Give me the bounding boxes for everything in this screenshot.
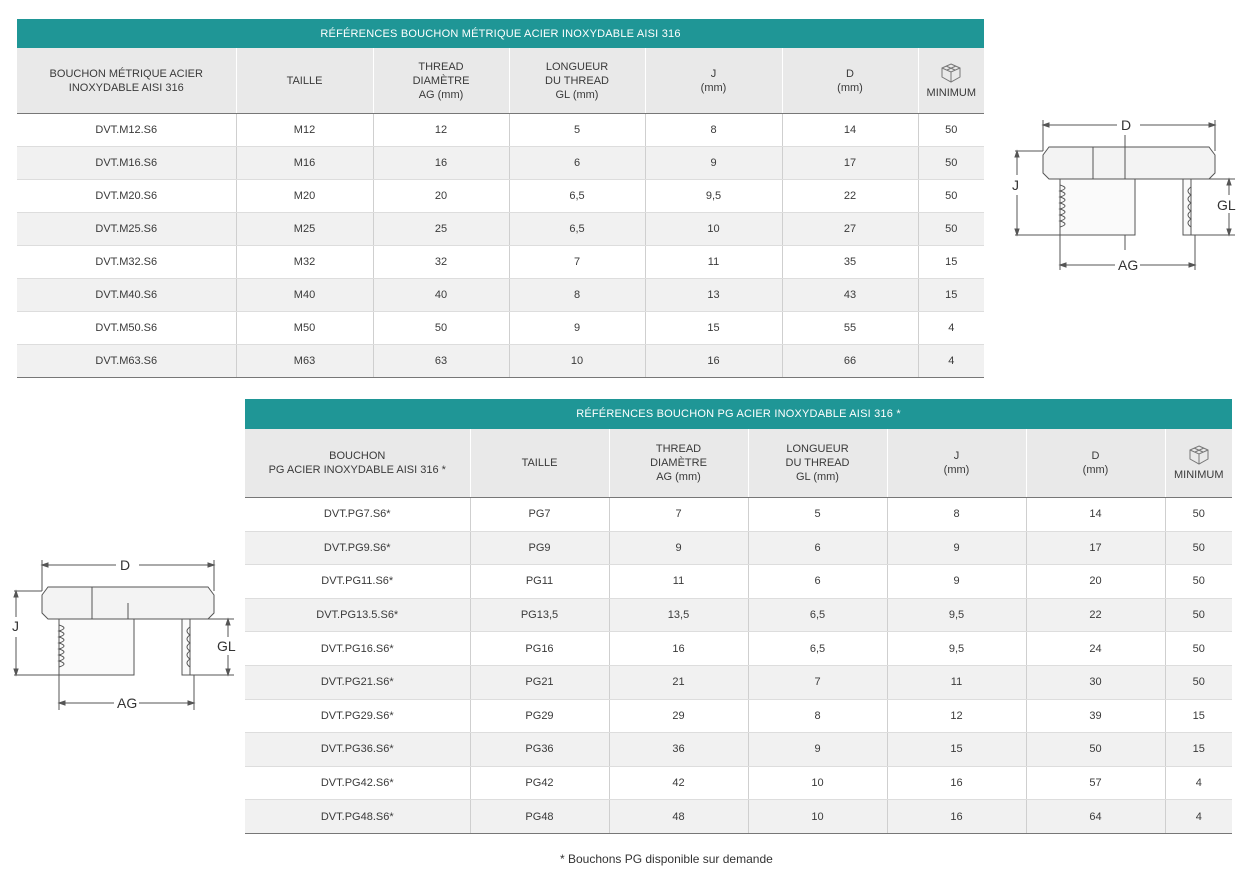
metric-plug-table xyxy=(17,19,984,378)
table-cell: 8 xyxy=(748,699,887,733)
table-cell: DVT.M16.S6 xyxy=(17,147,236,180)
header-thread-diameter: THREAD DIAMÈTRE AG (mm) xyxy=(609,429,748,498)
plug-dimension-diagram xyxy=(1005,115,1240,275)
label-j: J xyxy=(12,618,19,634)
table-cell: 4 xyxy=(1165,800,1232,834)
table-row xyxy=(245,800,1232,834)
table-cell: DVT.M63.S6 xyxy=(17,345,236,378)
table-cell: DVT.PG11.S6* xyxy=(245,565,470,599)
table-cell: 9 xyxy=(509,312,645,345)
table-cell: 29 xyxy=(609,699,748,733)
header-j: J (mm) xyxy=(645,48,782,114)
table-cell: 22 xyxy=(1026,598,1165,632)
table-cell: 9 xyxy=(645,147,782,180)
header-thread-length: LONGUEUR DU THREAD GL (mm) xyxy=(748,429,887,498)
table-cell: 8 xyxy=(509,279,645,312)
table-cell: DVT.PG29.S6* xyxy=(245,699,470,733)
table-cell: 50 xyxy=(1165,531,1232,565)
table-cell: 40 xyxy=(373,279,509,312)
table-header-row xyxy=(245,429,1232,498)
table-cell: 10 xyxy=(748,800,887,834)
table-cell: DVT.M20.S6 xyxy=(17,180,236,213)
table-cell: 6,5 xyxy=(748,598,887,632)
table-cell: 8 xyxy=(645,114,782,147)
table-cell: 10 xyxy=(509,345,645,378)
label-ag: AG xyxy=(117,695,138,711)
table-cell: 7 xyxy=(748,665,887,699)
table-title: RÉFÉRENCES BOUCHON MÉTRIQUE ACIER INOXYDABLE AISI 316 xyxy=(17,19,984,48)
table-cell: M20 xyxy=(236,180,373,213)
table-cell: 16 xyxy=(887,800,1026,834)
table-cell: DVT.PG16.S6* xyxy=(245,632,470,666)
table-cell: 55 xyxy=(782,312,918,345)
label-gl: GL xyxy=(217,638,236,654)
table-cell: 6 xyxy=(748,565,887,599)
table-row xyxy=(17,345,984,378)
table-cell: 48 xyxy=(609,800,748,834)
table-cell: 16 xyxy=(645,345,782,378)
table-row xyxy=(17,246,984,279)
table-header-row xyxy=(17,48,984,114)
table-cell: DVT.PG48.S6* xyxy=(245,800,470,834)
table-cell: 4 xyxy=(918,312,984,345)
table-cell: 63 xyxy=(373,345,509,378)
table-cell: PG42 xyxy=(470,766,609,800)
header-thread-diameter: THREAD DIAMÈTRE AG (mm) xyxy=(373,48,509,114)
table-cell: 32 xyxy=(373,246,509,279)
table-row xyxy=(245,531,1232,565)
header-size: TAILLE xyxy=(236,48,373,114)
table-cell: DVT.M25.S6 xyxy=(17,213,236,246)
header-d: D (mm) xyxy=(1026,429,1165,498)
table-cell: 9,5 xyxy=(887,598,1026,632)
table-cell: 5 xyxy=(509,114,645,147)
table-cell: 30 xyxy=(1026,665,1165,699)
table-cell: 50 xyxy=(1165,632,1232,666)
table-cell: M32 xyxy=(236,246,373,279)
table-cell: 16 xyxy=(609,632,748,666)
table-cell: 6,5 xyxy=(748,632,887,666)
table-title: RÉFÉRENCES BOUCHON PG ACIER INOXYDABLE AISI 316 * xyxy=(245,399,1232,429)
table-cell: 17 xyxy=(782,147,918,180)
table-cell: 43 xyxy=(782,279,918,312)
table-cell: 57 xyxy=(1026,766,1165,800)
table-cell: 11 xyxy=(645,246,782,279)
table-cell: 15 xyxy=(887,733,1026,767)
table-cell: 7 xyxy=(609,498,748,532)
table-cell: M63 xyxy=(236,345,373,378)
table-cell: PG36 xyxy=(470,733,609,767)
table-cell: PG13,5 xyxy=(470,598,609,632)
table-cell: PG16 xyxy=(470,632,609,666)
table-cell: 6,5 xyxy=(509,213,645,246)
table-cell: 17 xyxy=(1026,531,1165,565)
label-gl: GL xyxy=(1217,197,1236,213)
table-cell: DVT.PG21.S6* xyxy=(245,665,470,699)
table-cell: 9,5 xyxy=(887,632,1026,666)
table-cell: DVT.M50.S6 xyxy=(17,312,236,345)
header-minimum xyxy=(918,48,984,114)
table-cell: 35 xyxy=(782,246,918,279)
table-cell: 9,5 xyxy=(645,180,782,213)
table-cell: DVT.PG9.S6* xyxy=(245,531,470,565)
header-j: J (mm) xyxy=(887,429,1026,498)
table-cell: M50 xyxy=(236,312,373,345)
table-cell: PG29 xyxy=(470,699,609,733)
table-cell: PG7 xyxy=(470,498,609,532)
table-cell: M12 xyxy=(236,114,373,147)
pg-plug-table xyxy=(245,399,1232,834)
table-row xyxy=(245,766,1232,800)
table-cell: 10 xyxy=(748,766,887,800)
header-reference: BOUCHON PG ACIER INOXYDABLE AISI 316 * xyxy=(245,429,470,498)
table-cell: 15 xyxy=(1165,699,1232,733)
table-cell: 13,5 xyxy=(609,598,748,632)
table-cell: 24 xyxy=(1026,632,1165,666)
table-cell: DVT.PG13.5.S6* xyxy=(245,598,470,632)
table-cell: 20 xyxy=(1026,565,1165,599)
label-d: D xyxy=(120,557,131,573)
table-cell: 5 xyxy=(748,498,887,532)
box-icon xyxy=(1187,444,1211,466)
table-cell: 11 xyxy=(609,565,748,599)
table-row xyxy=(245,632,1232,666)
table-cell: PG48 xyxy=(470,800,609,834)
table-row xyxy=(245,665,1232,699)
table-cell: 15 xyxy=(918,246,984,279)
header-label: MINIMUM xyxy=(1174,469,1224,481)
table-cell: M16 xyxy=(236,147,373,180)
table-cell: 50 xyxy=(918,213,984,246)
table-cell: 6,5 xyxy=(509,180,645,213)
table-row xyxy=(245,598,1232,632)
table-cell: 27 xyxy=(782,213,918,246)
table-cell: 9 xyxy=(609,531,748,565)
table-cell: 64 xyxy=(1026,800,1165,834)
box-icon xyxy=(939,62,963,84)
table-cell: 11 xyxy=(887,665,1026,699)
label-ag: AG xyxy=(1118,257,1139,273)
table-cell: 20 xyxy=(373,180,509,213)
table-cell: 4 xyxy=(918,345,984,378)
table-body xyxy=(17,114,984,378)
table-cell: 50 xyxy=(918,147,984,180)
table-cell: 12 xyxy=(887,699,1026,733)
table-row xyxy=(17,312,984,345)
table-cell: 16 xyxy=(887,766,1026,800)
table-cell: 39 xyxy=(1026,699,1165,733)
table-cell: 13 xyxy=(645,279,782,312)
table-cell: 66 xyxy=(782,345,918,378)
table-cell: 6 xyxy=(509,147,645,180)
table-row xyxy=(245,699,1232,733)
header-d: D (mm) xyxy=(782,48,918,114)
table-cell: M25 xyxy=(236,213,373,246)
table-cell: 50 xyxy=(1165,598,1232,632)
header-label: MINIMUM xyxy=(926,86,977,99)
header-reference: BOUCHON MÉTRIQUE ACIER INOXYDABLE AISI 316 xyxy=(17,48,236,114)
table-cell: 8 xyxy=(887,498,1026,532)
table-cell: 14 xyxy=(1026,498,1165,532)
table-cell: PG11 xyxy=(470,565,609,599)
table-cell: 15 xyxy=(1165,733,1232,767)
label-j: J xyxy=(1012,177,1019,193)
table-row xyxy=(17,180,984,213)
table-cell: DVT.M12.S6 xyxy=(17,114,236,147)
table-cell: PG9 xyxy=(470,531,609,565)
table-cell: DVT.PG42.S6* xyxy=(245,766,470,800)
table-cell: 50 xyxy=(1165,498,1232,532)
plug-dimension-diagram xyxy=(8,555,243,715)
header-thread-length: LONGUEUR DU THREAD GL (mm) xyxy=(509,48,645,114)
table-cell: M40 xyxy=(236,279,373,312)
table-row xyxy=(17,114,984,147)
table-body xyxy=(245,498,1232,834)
table-row xyxy=(245,498,1232,532)
table-cell: 12 xyxy=(373,114,509,147)
table-cell: 9 xyxy=(887,531,1026,565)
table-row xyxy=(17,213,984,246)
label-d: D xyxy=(1121,117,1132,133)
table-cell: 50 xyxy=(918,114,984,147)
table-cell: 9 xyxy=(887,565,1026,599)
table-cell: 50 xyxy=(1026,733,1165,767)
table-cell: 50 xyxy=(373,312,509,345)
table-cell: 7 xyxy=(509,246,645,279)
table-cell: 50 xyxy=(1165,665,1232,699)
table-cell: 21 xyxy=(609,665,748,699)
table-cell: 50 xyxy=(1165,565,1232,599)
table-cell: PG21 xyxy=(470,665,609,699)
table-cell: 25 xyxy=(373,213,509,246)
table-cell: DVT.PG36.S6* xyxy=(245,733,470,767)
table-row xyxy=(17,279,984,312)
table-cell: 16 xyxy=(373,147,509,180)
table-cell: 4 xyxy=(1165,766,1232,800)
footnote: * Bouchons PG disponible sur demande xyxy=(560,852,773,866)
table-cell: DVT.M32.S6 xyxy=(17,246,236,279)
table-cell: 9 xyxy=(748,733,887,767)
table-row xyxy=(245,733,1232,767)
header-minimum xyxy=(1165,429,1232,498)
table-cell: 50 xyxy=(918,180,984,213)
table-row xyxy=(17,147,984,180)
table-cell: 15 xyxy=(918,279,984,312)
table-cell: 15 xyxy=(645,312,782,345)
table-row xyxy=(245,565,1232,599)
header-size: TAILLE xyxy=(470,429,609,498)
table-cell: 10 xyxy=(645,213,782,246)
table-cell: 22 xyxy=(782,180,918,213)
table-cell: DVT.M40.S6 xyxy=(17,279,236,312)
table-cell: 6 xyxy=(748,531,887,565)
table-cell: 42 xyxy=(609,766,748,800)
table-cell: 36 xyxy=(609,733,748,767)
table-cell: 14 xyxy=(782,114,918,147)
table-cell: DVT.PG7.S6* xyxy=(245,498,470,532)
